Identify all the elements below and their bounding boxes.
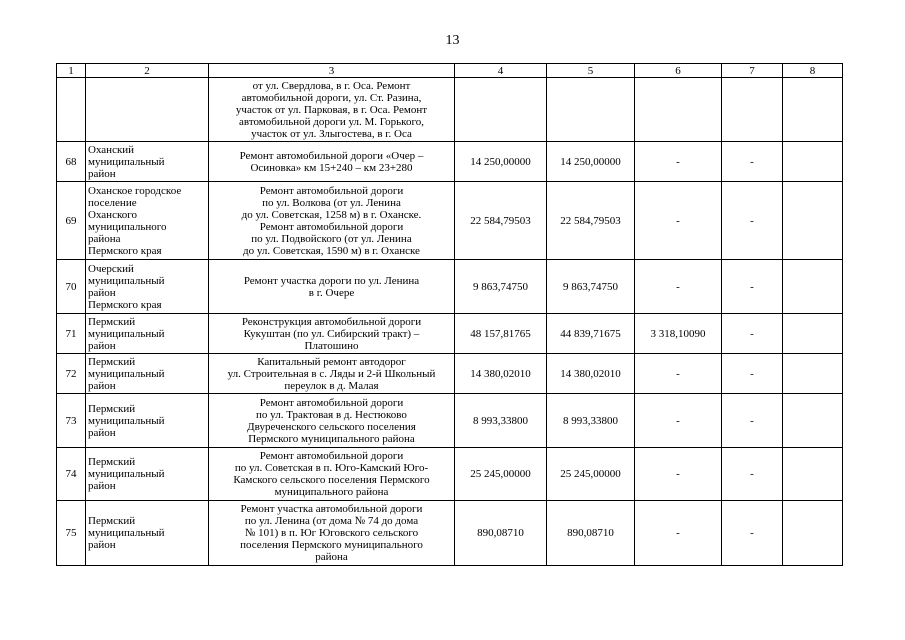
district-line: поселение bbox=[88, 196, 137, 209]
column-8-value bbox=[783, 501, 843, 566]
local-amount: - bbox=[635, 260, 722, 314]
total-amount: 14 380,02010 bbox=[455, 354, 547, 394]
object-line: по ул. Ленина (от дома № 74 до дома bbox=[244, 515, 419, 527]
column-header-6: 6 bbox=[635, 64, 722, 78]
regional-amount: 8 993,33800 bbox=[547, 394, 635, 448]
object-line: поселения Пермского муниципального bbox=[240, 539, 423, 551]
district-line: Пермский bbox=[88, 456, 136, 468]
district-name bbox=[86, 260, 209, 314]
column-8-value bbox=[783, 354, 843, 394]
object-line: по ул. Волкова (от ул. Ленина bbox=[262, 196, 401, 209]
column-7-value: - bbox=[722, 501, 783, 566]
table-row bbox=[57, 394, 843, 448]
district-name bbox=[86, 501, 209, 566]
object-line: автомобильной дороги ул. М. Горького, bbox=[239, 115, 424, 128]
total-amount: 890,08710 bbox=[455, 501, 547, 566]
local-amount: - bbox=[635, 182, 722, 260]
district-line: Пермский bbox=[88, 515, 136, 527]
object-line: ул. Строительная в с. Ляды и 2-й Школьный bbox=[227, 367, 436, 380]
object-description bbox=[209, 314, 455, 354]
object-line: Ремонт автомобильной дороги bbox=[259, 396, 404, 409]
column-header-1: 1 bbox=[57, 64, 86, 78]
object-line: Камского сельского поселения Пермского bbox=[233, 474, 430, 486]
column-7-value: - bbox=[722, 142, 783, 182]
row-number: 71 bbox=[57, 314, 86, 354]
district-line: Пермский bbox=[88, 355, 136, 368]
district-name bbox=[86, 182, 209, 260]
total-amount: 9 863,74750 bbox=[455, 260, 547, 314]
total-amount bbox=[455, 78, 547, 142]
object-description bbox=[209, 142, 455, 182]
object-line: Ремонт автомобильной дороги bbox=[259, 220, 404, 233]
table-row bbox=[57, 314, 843, 354]
district-name bbox=[86, 448, 209, 501]
row-number: 70 bbox=[57, 260, 86, 314]
regional-amount: 44 839,71675 bbox=[547, 314, 635, 354]
district-name bbox=[86, 314, 209, 354]
object-line: Ремонт автомобильной дороги bbox=[259, 450, 404, 462]
object-line: до ул. Советская, 1590 м) в г. Оханске bbox=[243, 244, 420, 257]
district-line: район bbox=[88, 339, 116, 352]
total-amount: 22 584,79503 bbox=[455, 182, 547, 260]
column-8-value bbox=[783, 394, 843, 448]
object-line: участок от ул. Парковая, в г. Оса. Ремонт bbox=[235, 103, 428, 116]
total-amount: 48 157,81765 bbox=[455, 314, 547, 354]
district-line: Пермского края bbox=[88, 298, 162, 311]
object-line: Ремонт участка автомобильной дороги bbox=[240, 503, 423, 515]
object-description bbox=[209, 394, 455, 448]
column-7-value: - bbox=[722, 182, 783, 260]
object-line: Пермского муниципального района bbox=[248, 432, 415, 445]
row-number: 73 bbox=[57, 394, 86, 448]
object-line: переулок в д. Малая bbox=[284, 379, 379, 392]
object-description bbox=[209, 354, 455, 394]
column-7-value: - bbox=[722, 314, 783, 354]
district-line: муниципальный bbox=[88, 468, 165, 480]
column-8-value bbox=[783, 78, 843, 142]
row-number: 72 bbox=[57, 354, 86, 394]
column-7-value: - bbox=[722, 260, 783, 314]
regional-amount: 14 250,00000 bbox=[547, 142, 635, 182]
object-line: по ул. Трактовая в д. Нестюково bbox=[256, 408, 407, 421]
object-line: Реконструкция автомобильной дороги bbox=[241, 315, 422, 328]
column-header-2: 2 bbox=[86, 64, 209, 78]
table-row bbox=[57, 142, 843, 182]
table-row bbox=[57, 260, 843, 314]
district-name bbox=[86, 354, 209, 394]
object-line: района bbox=[315, 551, 348, 563]
district-line: район bbox=[88, 426, 116, 439]
regional-amount: 14 380,02010 bbox=[547, 354, 635, 394]
object-line: от ул. Свердлова, в г. Оса. Ремонт bbox=[252, 79, 411, 92]
object-line: по ул. Советская в п. Юго-Камский Юго- bbox=[234, 462, 429, 474]
object-line: Платошино bbox=[304, 339, 359, 352]
object-description bbox=[209, 260, 455, 314]
district-line: муниципальный bbox=[88, 274, 165, 287]
table-row bbox=[57, 354, 843, 394]
column-8-value bbox=[783, 182, 843, 260]
column-8-value bbox=[783, 448, 843, 501]
district-line: район bbox=[88, 480, 116, 492]
object-line: Осиновка» км 15+240 – км 23+280 bbox=[250, 161, 413, 174]
district-line: муниципальный bbox=[88, 155, 165, 168]
district-line: Пермский bbox=[88, 315, 136, 328]
budget-table bbox=[56, 63, 843, 566]
object-description bbox=[209, 182, 455, 260]
column-7-value bbox=[722, 78, 783, 142]
object-line: Ремонт автомобильной дороги bbox=[259, 184, 404, 197]
object-description bbox=[209, 501, 455, 566]
object-line: участок от ул. Злыгостева, в г. Оса bbox=[251, 127, 412, 140]
table-row bbox=[57, 448, 843, 501]
object-line: в г. Очере bbox=[308, 286, 355, 299]
district-line: район bbox=[88, 286, 116, 299]
table-row bbox=[57, 501, 843, 566]
regional-amount: 9 863,74750 bbox=[547, 260, 635, 314]
object-description bbox=[209, 78, 455, 142]
column-header-7: 7 bbox=[722, 64, 783, 78]
district-line: Оханского bbox=[88, 208, 137, 221]
total-amount: 25 245,00000 bbox=[455, 448, 547, 501]
object-line: Двуреченского сельского поселения bbox=[247, 420, 416, 433]
local-amount: - bbox=[635, 354, 722, 394]
district-line: район bbox=[88, 379, 116, 392]
column-7-value: - bbox=[722, 448, 783, 501]
object-line: автомобильной дороги, ул. Ст. Разина, bbox=[241, 91, 422, 104]
district-line: муниципальный bbox=[88, 367, 165, 380]
object-line: Кукуштан (по ул. Сибирский тракт) – bbox=[243, 327, 420, 340]
district-line: район bbox=[88, 167, 116, 180]
total-amount: 8 993,33800 bbox=[455, 394, 547, 448]
regional-amount: 22 584,79503 bbox=[547, 182, 635, 260]
object-line: по ул. Подвойского (от ул. Ленина bbox=[251, 232, 412, 245]
district-name bbox=[86, 394, 209, 448]
regional-amount: 25 245,00000 bbox=[547, 448, 635, 501]
table-row bbox=[57, 78, 843, 142]
district-line: муниципальный bbox=[88, 414, 165, 427]
local-amount: 3 318,10090 bbox=[635, 314, 722, 354]
row-number: 74 bbox=[57, 448, 86, 501]
row-number: 68 bbox=[57, 142, 86, 182]
row-number: 75 bbox=[57, 501, 86, 566]
district-line: Оханское городское bbox=[88, 184, 182, 197]
local-amount: - bbox=[635, 448, 722, 501]
regional-amount bbox=[547, 78, 635, 142]
district-line: Очерский bbox=[88, 262, 134, 275]
column-header-3: 3 bbox=[209, 64, 455, 78]
district-name bbox=[86, 142, 209, 182]
page-number: 13 bbox=[445, 33, 460, 48]
local-amount: - bbox=[635, 501, 722, 566]
district-line: Пермского края bbox=[88, 244, 162, 257]
row-number: 69 bbox=[57, 182, 86, 260]
local-amount: - bbox=[635, 394, 722, 448]
object-line: Ремонт участка дороги по ул. Ленина bbox=[243, 274, 420, 287]
object-line: Капитальный ремонт автодорог bbox=[257, 355, 406, 368]
regional-amount: 890,08710 bbox=[547, 501, 635, 566]
object-line: № 101) в п. Юг Юговского сельского bbox=[244, 527, 419, 539]
column-8-value bbox=[783, 314, 843, 354]
object-description bbox=[209, 448, 455, 501]
district-line: Оханский bbox=[88, 143, 135, 156]
column-header-8: 8 bbox=[783, 64, 843, 78]
district-line: район bbox=[88, 539, 116, 551]
local-amount: - bbox=[635, 142, 722, 182]
row-number bbox=[57, 78, 86, 142]
column-7-value: - bbox=[722, 354, 783, 394]
object-line: муниципального района bbox=[274, 486, 389, 498]
column-header-4: 4 bbox=[455, 64, 547, 78]
object-line: Ремонт автомобильной дороги «Очер – bbox=[239, 149, 424, 162]
district-line: муниципального bbox=[88, 220, 167, 233]
district-name bbox=[86, 78, 209, 142]
column-8-value bbox=[783, 260, 843, 314]
local-amount bbox=[635, 78, 722, 142]
district-line: муниципальный bbox=[88, 527, 165, 539]
district-line: Пермский bbox=[88, 402, 136, 415]
district-line: района bbox=[88, 232, 121, 245]
district-line: муниципальный bbox=[88, 327, 165, 340]
object-line: до ул. Советская, 1258 м) в г. Оханске. bbox=[241, 208, 422, 221]
column-7-value: - bbox=[722, 394, 783, 448]
table-body bbox=[57, 78, 843, 566]
column-8-value bbox=[783, 142, 843, 182]
header-row bbox=[57, 64, 843, 78]
total-amount: 14 250,00000 bbox=[455, 142, 547, 182]
table-row bbox=[57, 182, 843, 260]
column-header-5: 5 bbox=[547, 64, 635, 78]
